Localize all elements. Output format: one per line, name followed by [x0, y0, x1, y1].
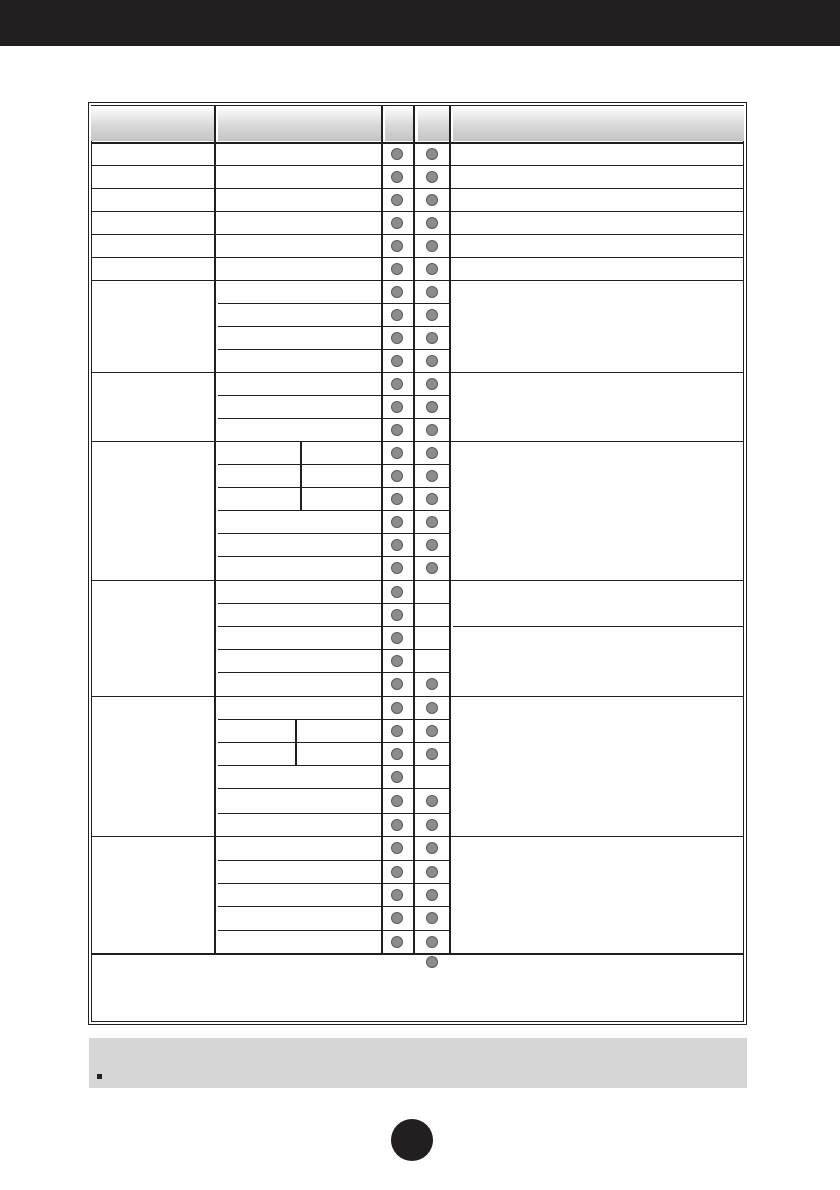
table-header-cell	[453, 106, 744, 141]
table-row-line	[91, 372, 744, 373]
indicator-dot	[391, 819, 403, 831]
indicator-dot	[391, 655, 403, 667]
table-col-line	[449, 106, 451, 955]
indicator-dot	[426, 493, 438, 505]
indicator-dot	[426, 194, 438, 206]
indicator-dot	[426, 171, 438, 183]
indicator-dot	[391, 516, 403, 528]
indicator-dot	[391, 725, 403, 737]
indicator-dot	[426, 516, 438, 528]
table-row-line	[91, 257, 744, 258]
indicator-dot	[391, 171, 403, 183]
indicator-dot	[391, 424, 403, 436]
table-row-line	[91, 953, 744, 955]
indicator-dot	[426, 562, 438, 574]
indicator-dot	[391, 194, 403, 206]
indicator-dot	[426, 470, 438, 482]
indicator-dot	[426, 447, 438, 459]
indicator-dot	[391, 378, 403, 390]
indicator-dot	[391, 263, 403, 275]
indicator-dot	[426, 725, 438, 737]
table-row-line	[91, 188, 744, 189]
indicator-dot	[391, 912, 403, 924]
indicator-dot	[391, 866, 403, 878]
indicator-dot	[426, 912, 438, 924]
indicator-dot	[426, 748, 438, 760]
table-header-cell	[91, 106, 214, 141]
table-row-line	[91, 165, 744, 166]
indicator-dot	[391, 889, 403, 901]
indicator-dot	[426, 355, 438, 367]
indicator-dot	[391, 702, 403, 714]
indicator-dot	[391, 609, 403, 621]
indicator-dot	[391, 401, 403, 413]
table-header-cell	[418, 106, 449, 141]
menu-table	[88, 102, 747, 1025]
indicator-dot	[426, 889, 438, 901]
table-row-line	[91, 142, 744, 144]
table-row-line	[91, 836, 744, 837]
indicator-dot	[426, 148, 438, 160]
table-col-line	[381, 106, 383, 955]
table-col-line	[300, 441, 302, 510]
indicator-dot	[426, 217, 438, 229]
indicator-dot	[426, 819, 438, 831]
table-header-cell	[218, 106, 381, 141]
indicator-dot	[426, 401, 438, 413]
table-row-line	[91, 280, 744, 281]
table-col-line	[413, 106, 415, 955]
indicator-dot	[426, 678, 438, 690]
page-number-badge	[391, 1119, 433, 1161]
note-box	[89, 1038, 747, 1088]
bullet-icon	[97, 1074, 102, 1079]
indicator-dot	[391, 447, 403, 459]
table-row-line	[91, 211, 744, 212]
indicator-dot	[426, 309, 438, 321]
indicator-dot	[391, 748, 403, 760]
table-col-line	[295, 719, 297, 765]
table-row-line	[91, 441, 744, 442]
table-header-cell	[385, 106, 413, 141]
indicator-dot	[426, 539, 438, 551]
indicator-dot	[391, 470, 403, 482]
indicator-dot	[426, 286, 438, 298]
indicator-dot	[426, 263, 438, 275]
indicator-dot	[391, 148, 403, 160]
indicator-dot	[391, 842, 403, 854]
indicator-dot	[426, 936, 438, 948]
indicator-dot	[391, 240, 403, 252]
indicator-dot	[426, 842, 438, 854]
indicator-dot	[426, 795, 438, 807]
indicator-dot	[426, 424, 438, 436]
indicator-dot	[391, 586, 403, 598]
indicator-dot	[391, 539, 403, 551]
indicator-dot	[426, 378, 438, 390]
indicator-dot	[426, 956, 438, 968]
header-bar	[0, 0, 840, 46]
indicator-dot	[426, 240, 438, 252]
table-col-line	[214, 106, 216, 955]
indicator-dot	[391, 678, 403, 690]
indicator-dot	[426, 866, 438, 878]
indicator-dot	[391, 493, 403, 505]
indicator-dot	[391, 355, 403, 367]
indicator-dot	[391, 309, 403, 321]
table-row-line	[91, 696, 744, 697]
indicator-dot	[391, 632, 403, 644]
indicator-dot	[391, 771, 403, 783]
indicator-dot	[391, 332, 403, 344]
indicator-dot	[391, 795, 403, 807]
table-row-line	[91, 234, 744, 235]
indicator-dot	[391, 562, 403, 574]
indicator-dot	[391, 286, 403, 298]
table-row-line	[91, 580, 744, 581]
indicator-dot	[426, 332, 438, 344]
indicator-dot	[391, 936, 403, 948]
table-row-line	[453, 626, 744, 627]
indicator-dot	[391, 217, 403, 229]
indicator-dot	[426, 702, 438, 714]
